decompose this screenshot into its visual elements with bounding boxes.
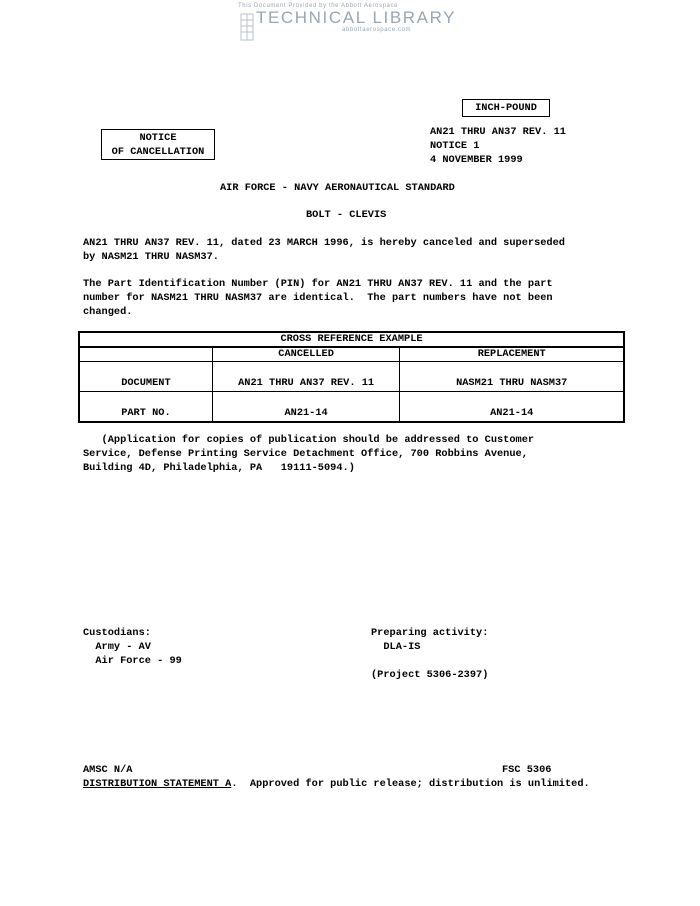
para2-line3: changed. xyxy=(83,306,133,318)
table-row-replacement: NASM21 THRU NASM37 xyxy=(400,362,624,392)
watermark-title: TECHNICAL LIBRARY xyxy=(256,8,457,27)
preparing-activity-heading: Preparing activity: xyxy=(371,627,489,639)
table-title-row xyxy=(79,332,624,347)
para3-line2: Service, Defense Printing Service Detachment Office, 700 Robbins Avenue, xyxy=(83,448,528,460)
preparing-activity-name: DLA-IS xyxy=(371,641,421,653)
table-header-empty xyxy=(79,347,212,362)
custodian-army: Army - AV xyxy=(83,641,151,653)
standard-title: AIR FORCE - NAVY AERONAUTICAL STANDARD xyxy=(220,182,455,194)
table-row-cancelled: AN21 THRU AN37 REV. 11 xyxy=(212,362,400,392)
para1-line2: by NASM21 THRU NASM37. xyxy=(83,251,219,263)
document-id: AN21 THRU AN37 REV. 11 xyxy=(430,126,566,138)
subject-title: BOLT - CLEVIS xyxy=(306,209,387,221)
watermark-url: abbottaerospace.com xyxy=(342,27,412,33)
table-header-row xyxy=(79,347,624,362)
amsc-label: AMSC N/A xyxy=(83,764,133,776)
para3-line3: Building 4D, Philadelphia, PA 19111-5094.) xyxy=(83,462,355,474)
project-number: (Project 5306-2397) xyxy=(371,669,489,681)
inch-pound-box xyxy=(462,99,550,117)
table-header-replacement: REPLACEMENT xyxy=(400,347,624,362)
table-header-cancelled: CANCELLED xyxy=(212,347,400,362)
notice-date: 4 NOVEMBER 1999 xyxy=(430,154,523,166)
notice-number: NOTICE 1 xyxy=(430,140,480,152)
cross-reference-table xyxy=(78,331,625,423)
distribution-statement-text: . Approved for public release; distribution is unlimited. xyxy=(231,778,590,790)
table-row xyxy=(79,362,624,392)
inch-pound-label: INCH-POUND xyxy=(475,102,537,114)
table-row-cancelled: AN21-14 xyxy=(212,392,400,423)
table-row xyxy=(79,392,624,423)
para3-line1: (Application for copies of publication should be addressed to Customer xyxy=(83,434,535,446)
table-row-label: PART NO. xyxy=(79,392,212,423)
notice-of-cancellation-box xyxy=(101,129,215,160)
para1-line1: AN21 THRU AN37 REV. 11, dated 23 MARCH 1996, is hereby canceled and superseded xyxy=(83,237,565,249)
cube-logo-icon xyxy=(238,8,256,44)
table-row-label: DOCUMENT xyxy=(79,362,212,392)
distribution-statement xyxy=(83,777,590,791)
para2-line1: The Part Identification Number (PIN) for AN21 THRU AN37 REV. 11 and the part xyxy=(83,278,553,290)
watermark xyxy=(200,0,500,46)
table-row-replacement: AN21-14 xyxy=(400,392,624,423)
notice-box-line2: OF CANCELLATION xyxy=(111,146,205,158)
watermark-provider-text: This Document Provided by the Abbott Aerospace xyxy=(238,3,399,9)
table-title: CROSS REFERENCE EXAMPLE xyxy=(79,332,624,347)
custodians-heading: Custodians: xyxy=(83,627,151,639)
distribution-statement-label: DISTRIBUTION STATEMENT A xyxy=(83,778,232,790)
custodian-air-force: Air Force - 99 xyxy=(83,655,182,667)
notice-box-line1: NOTICE xyxy=(139,132,177,144)
para2-line2: number for NASM21 THRU NASM37 are identical. The part numbers have not been xyxy=(83,292,553,304)
fsc-label: FSC 5306 xyxy=(502,764,552,776)
